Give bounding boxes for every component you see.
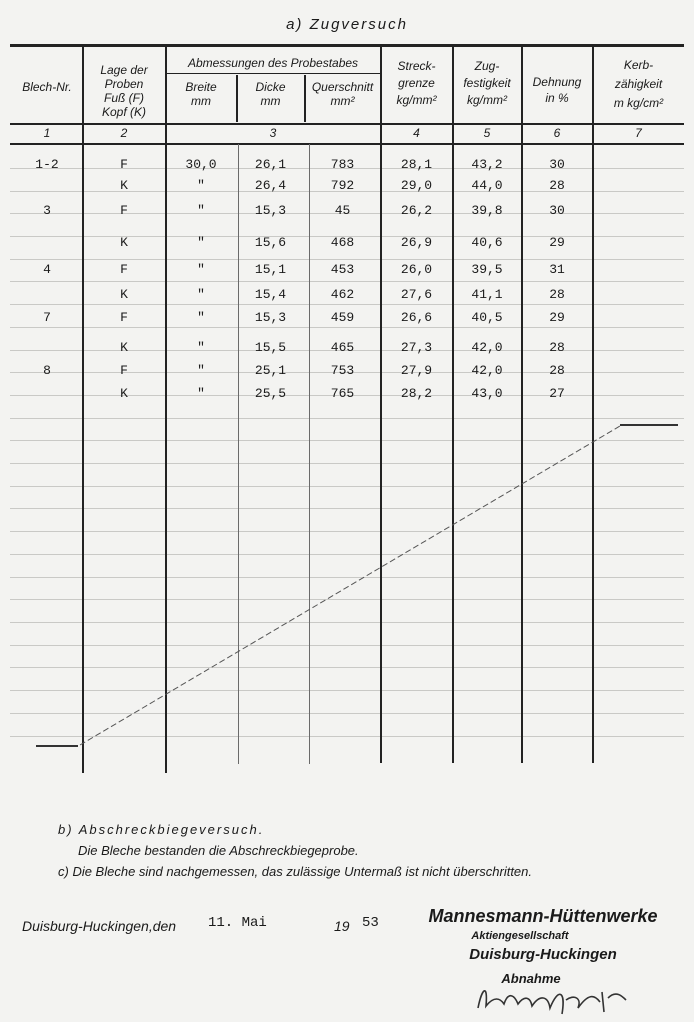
col-number: 7: [635, 126, 642, 140]
cell-breite: ": [197, 203, 205, 218]
header-abmessungen: Abmessungen des Probestabes: [187, 56, 359, 70]
cell-zug: 44,0: [471, 178, 503, 193]
col-number: 2: [120, 126, 128, 140]
cell-breite: ": [197, 235, 205, 250]
header-lage: Lage der Proben Fuß (F) Kopf (K): [100, 63, 148, 119]
cell-dehnung: 30: [549, 203, 565, 218]
cell-lage: F: [120, 310, 128, 325]
cell-dicke: 15,3: [254, 310, 287, 325]
cell-dehnung: 28: [549, 363, 565, 378]
year-prefix: 19: [334, 918, 350, 934]
cell-lage: F: [120, 203, 128, 218]
year-suffix: 53: [362, 915, 379, 931]
header-querschnitt: Querschnitt mm²: [311, 80, 374, 108]
cell-zug: 40,6: [471, 235, 503, 250]
cell-lage: F: [120, 262, 128, 277]
cell-dicke: 15,5: [254, 340, 287, 355]
cell-zug: 40,5: [471, 310, 503, 325]
col-number: 3: [269, 126, 277, 140]
cell-querschnitt: 453: [330, 262, 355, 277]
header-streckgrenze: Streck- grenze kg/mm²: [396, 59, 437, 107]
cell-dicke: 15,3: [254, 203, 287, 218]
cell-streck: 26,6: [400, 310, 433, 325]
signature-stroke: [478, 991, 626, 1014]
cell-querschnitt: 783: [330, 157, 355, 172]
cell-zug: 39,5: [471, 262, 503, 277]
cell-lage: K: [120, 386, 128, 401]
header-zugfestigkeit: Zug- festigkeit kg/mm²: [463, 59, 511, 107]
cell-querschnitt: 462: [330, 287, 355, 302]
cell-breite: ": [197, 310, 205, 325]
department: Abnahme: [501, 971, 561, 986]
cell-dehnung: 31: [549, 262, 565, 277]
cell-querschnitt: 465: [330, 340, 355, 355]
col-number: 6: [553, 126, 561, 140]
cell-dehnung: 28: [549, 340, 565, 355]
cell-zug: 43,2: [471, 157, 503, 172]
header-blech-nr: Blech-Nr.: [22, 80, 72, 94]
cell-querschnitt: 753: [330, 363, 355, 378]
cell-breite: ": [197, 340, 205, 355]
cell-breite: ": [197, 386, 205, 401]
cell-querschnitt: 45: [334, 203, 351, 218]
cell-dicke: 15,4: [254, 287, 287, 302]
cell-dicke: 26,1: [254, 157, 287, 172]
place-label: Duisburg-Huckingen,den: [22, 918, 177, 934]
note-b-text: Die Bleche bestanden die Abschreckbiegeprobe.: [78, 843, 359, 858]
diagonal-stroke: [80, 426, 620, 745]
cell-blech: 4: [43, 262, 51, 277]
cell-zug: 41,1: [471, 287, 503, 302]
cell-streck: 29,0: [400, 178, 433, 193]
cell-breite: ": [197, 287, 205, 302]
col-number: 5: [483, 126, 491, 140]
header-kerbzaehigkeit: Kerb- zähigkeit m kg/cm²: [613, 58, 664, 110]
cell-dehnung: 29: [549, 235, 565, 250]
cell-zug: 42,0: [471, 363, 503, 378]
cell-dehnung: 27: [549, 386, 565, 401]
cell-streck: 28,2: [400, 386, 433, 401]
cell-streck: 26,2: [400, 203, 433, 218]
cell-zug: 39,8: [471, 203, 503, 218]
cell-dehnung: 28: [549, 178, 565, 193]
cell-querschnitt: 792: [330, 178, 355, 193]
signature: [470, 978, 640, 1018]
cell-blech: 7: [43, 310, 51, 325]
cell-streck: 26,0: [400, 262, 433, 277]
header-dicke: Dicke mm: [255, 80, 286, 108]
header-dehnung: Dehnung in %: [532, 75, 582, 105]
cell-zug: 42,0: [471, 340, 503, 355]
cell-lage: F: [120, 363, 128, 378]
cell-lage: K: [120, 178, 128, 193]
cell-dicke: 15,1: [254, 262, 287, 277]
cell-breite: ": [197, 363, 205, 378]
cell-dicke: 25,5: [254, 386, 287, 401]
cell-breite: 30,0: [185, 157, 217, 172]
cell-streck: 27,6: [400, 287, 433, 302]
cell-lage: K: [120, 287, 128, 302]
cell-breite: ": [197, 262, 205, 277]
col-number: 1: [43, 126, 51, 140]
cell-dehnung: 30: [549, 157, 565, 172]
cell-zug: 43,0: [471, 386, 503, 401]
cell-dicke: 26,4: [254, 178, 287, 193]
page-title: a) Zugversuch: [286, 16, 408, 33]
header-breite: Breite mm: [185, 80, 217, 108]
company-city: Duisburg-Huckingen: [469, 946, 617, 963]
cell-dehnung: 29: [549, 310, 565, 325]
cell-streck: 27,9: [400, 363, 433, 378]
cell-blech: 3: [43, 203, 51, 218]
note-b-title: b) Abschreckbiegeversuch.: [58, 822, 265, 837]
date-value: 11. Mai: [208, 915, 267, 931]
cell-streck: 28,1: [400, 157, 433, 172]
col-number: 4: [413, 126, 420, 140]
cell-streck: 27,3: [400, 340, 433, 355]
cell-querschnitt: 459: [330, 310, 355, 325]
cell-blech: 8: [43, 363, 51, 378]
cell-breite: ": [197, 178, 205, 193]
cell-lage: K: [120, 340, 128, 355]
cell-blech: 1-2: [35, 157, 59, 172]
company-subtitle: Aktiengesellschaft: [471, 930, 569, 942]
cell-dicke: 15,6: [254, 235, 287, 250]
company-name: Mannesmann-Hüttenwerke: [428, 906, 658, 926]
cell-lage: F: [120, 157, 128, 172]
cell-streck: 26,9: [400, 235, 433, 250]
cell-querschnitt: 468: [330, 235, 355, 250]
note-c-text: c) Die Bleche sind nachgemessen, das zulässige Untermaß ist nicht überschritten.: [58, 864, 532, 879]
cell-querschnitt: 765: [330, 386, 355, 401]
cell-dicke: 25,1: [254, 363, 287, 378]
cell-dehnung: 28: [549, 287, 565, 302]
cell-lage: K: [120, 235, 128, 250]
